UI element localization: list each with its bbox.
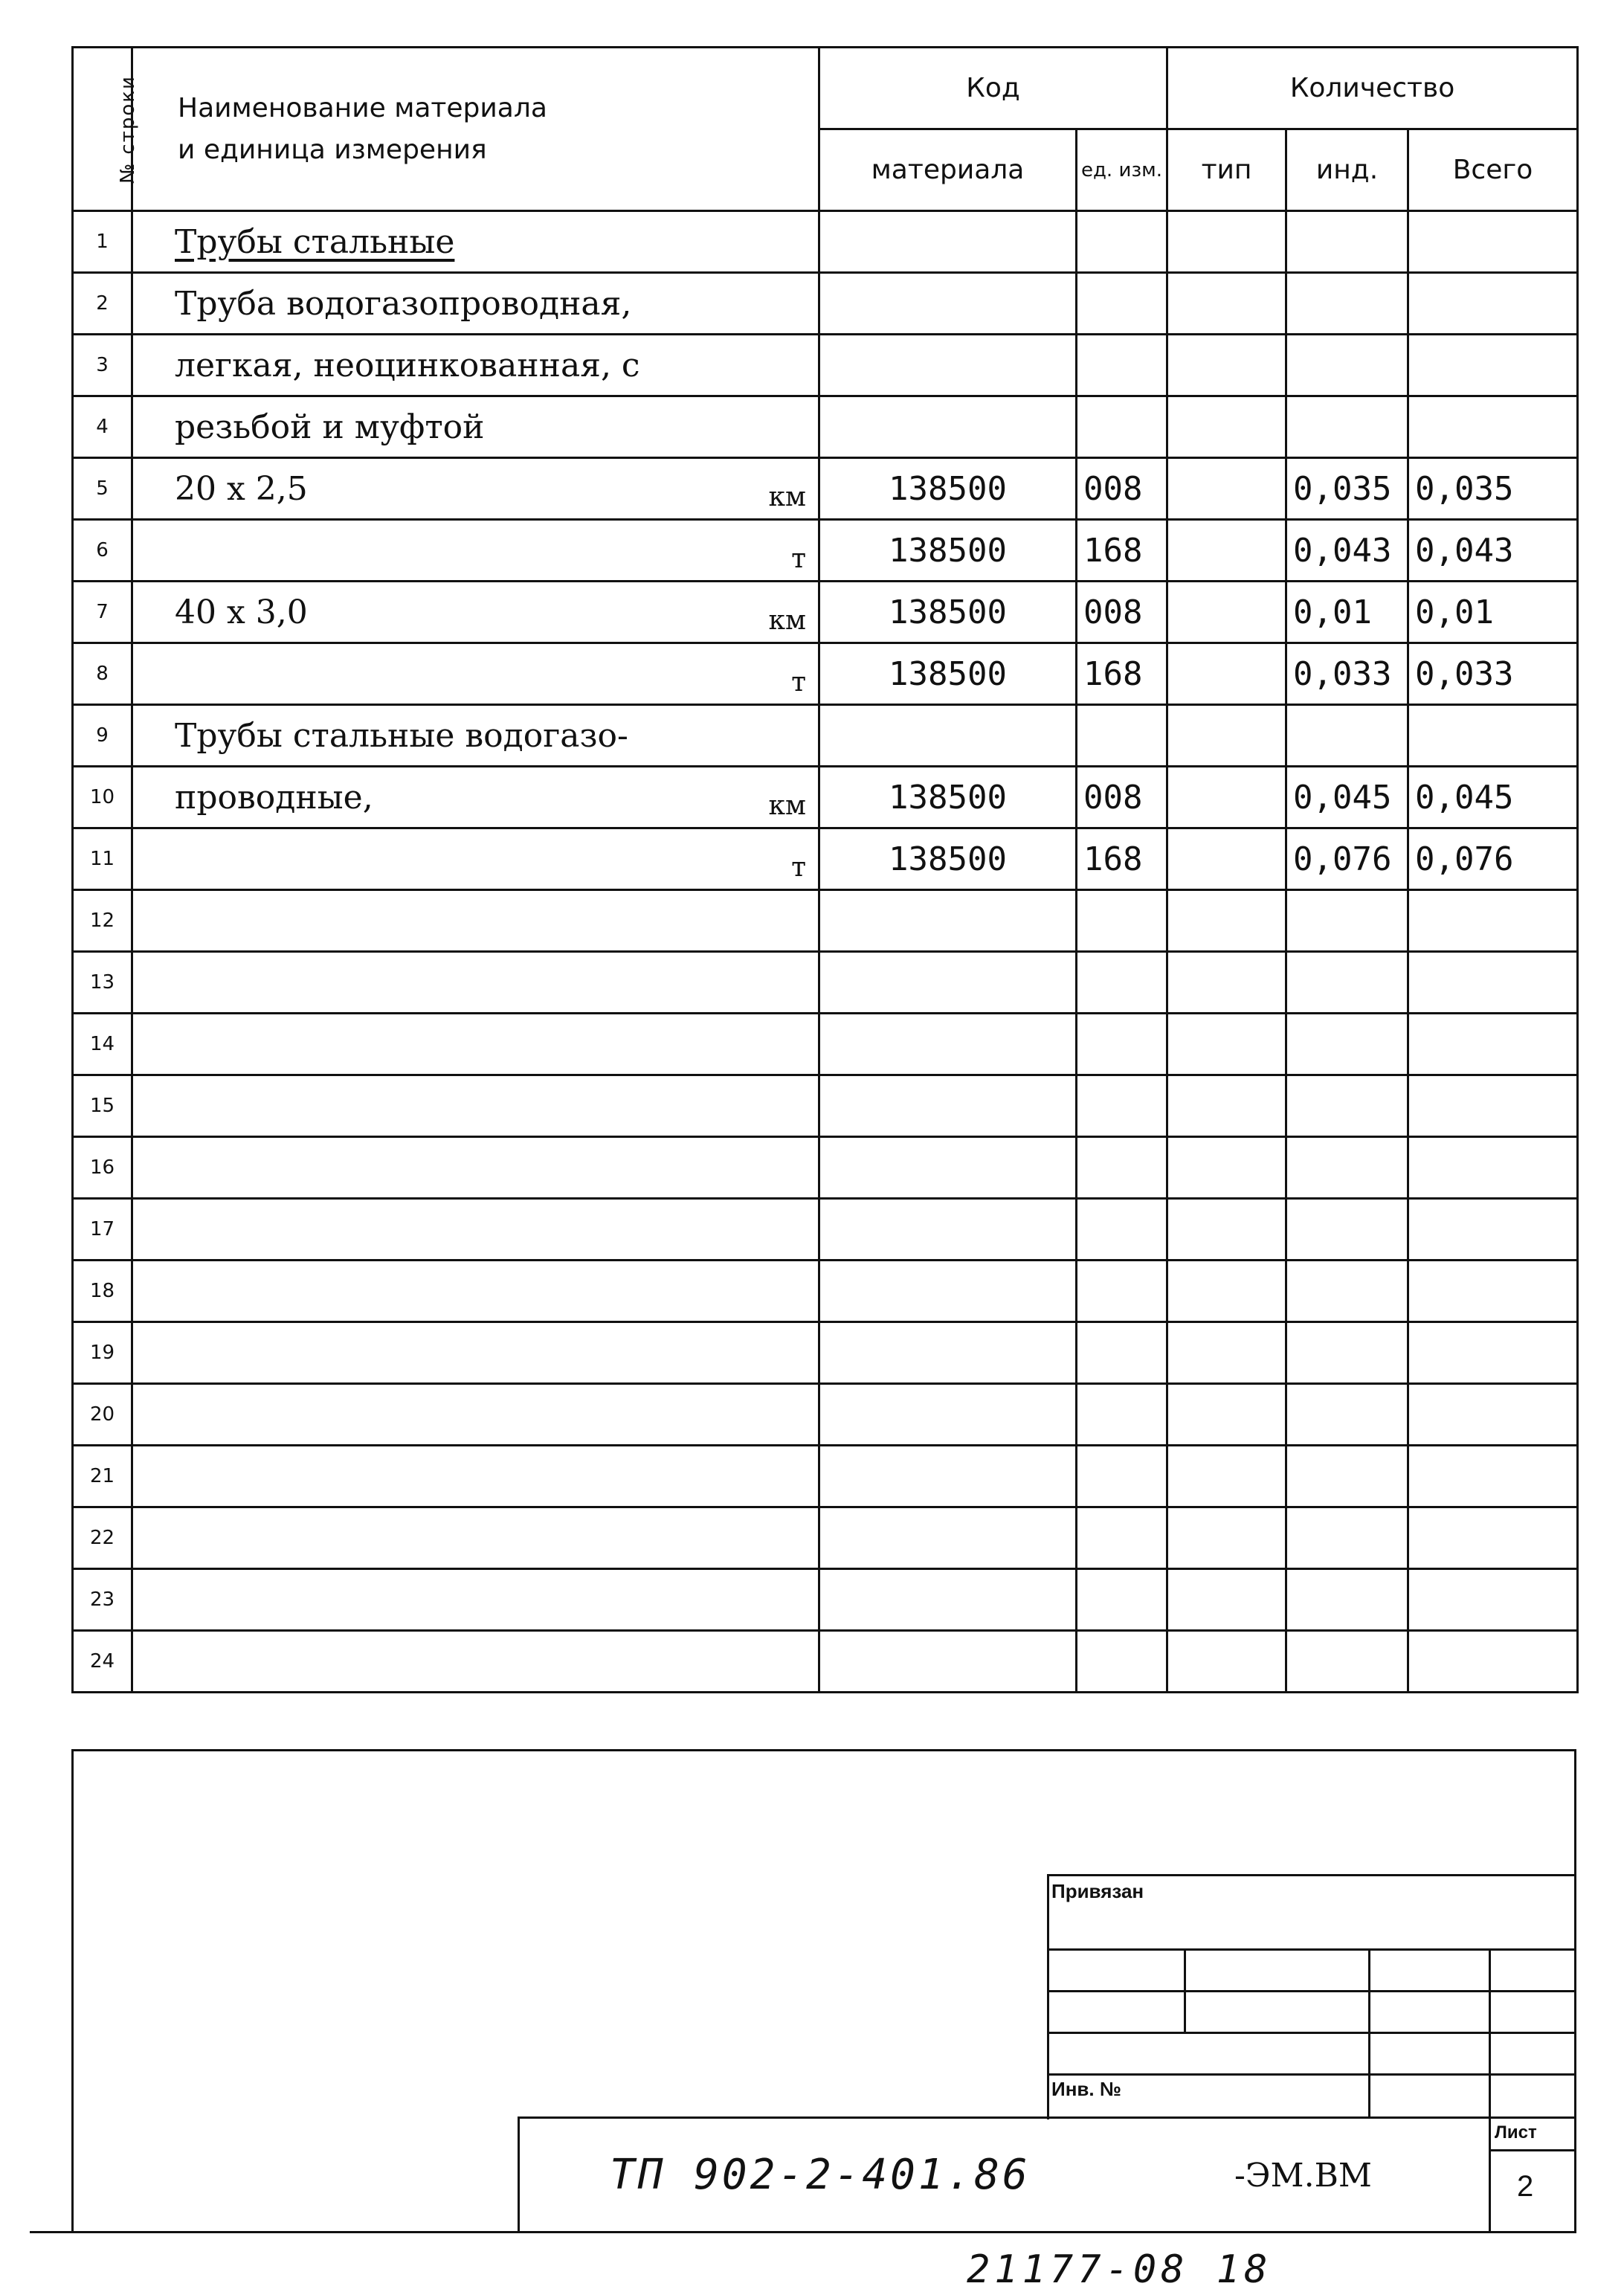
unit-code-cell: 168 [1077,828,1167,890]
row-number-cell: 24 [73,1631,132,1693]
qty-ind-cell [1286,1631,1408,1693]
material-name-cell: 40 х 3,0 км [132,582,819,643]
qty-ind-cell [1286,952,1408,1014]
qty-total-cell [1408,1014,1578,1075]
qty-total-cell [1408,1261,1578,1322]
header-kolichestvo: Количество [1167,48,1578,129]
table-row [73,952,1578,1014]
unit-label: т [791,544,806,574]
material-code-cell [819,705,1077,767]
row-number-cell: 18 [73,1261,132,1322]
table-row [73,828,1578,890]
table-row [73,705,1578,767]
row-number-cell: 21 [73,1446,132,1507]
row-number-cell: 13 [73,952,132,1014]
material-name-cell [132,643,819,705]
unit-code-cell [1077,396,1167,458]
header-unit: ед. изм. [1077,129,1167,211]
row-number-cell: 9 [73,705,132,767]
qty-tip-cell [1167,952,1286,1014]
header-material-code: материала [819,129,1077,211]
privyazan-top-line [1047,1874,1576,1876]
unit-label: км [768,482,806,512]
unit-label: км [768,605,806,636]
qty-tip-cell [1167,458,1286,520]
qty-ind-cell [1286,396,1408,458]
material-name-cell: резьбой и муфтой [132,396,819,458]
qty-total-cell [1408,273,1578,335]
table-row [73,396,1578,458]
row-number-cell: 10 [73,767,132,828]
qty-total-cell [1408,1631,1578,1693]
qty-total-cell [1408,335,1578,396]
qty-ind-cell: 0,035 [1286,458,1408,520]
qty-total-cell [1408,1384,1578,1446]
qty-ind-cell [1286,273,1408,335]
archive-number: 21177-08 18 [967,2247,1272,2292]
qty-tip-cell [1167,1261,1286,1322]
list-divider [1489,2149,1576,2151]
qty-tip-cell [1167,1137,1286,1199]
qty-ind-cell [1286,1569,1408,1631]
qty-ind-cell: 0,033 [1286,643,1408,705]
row-number-cell: 12 [73,890,132,952]
row-number-cell: 3 [73,335,132,396]
stamp-left-line [518,2116,520,2231]
material-code-cell [819,335,1077,396]
header-ind: инд. [1286,129,1408,211]
table-row [73,890,1578,952]
material-name-cell [132,1014,819,1075]
frame-bottom-line [30,2231,1576,2233]
material-name-cell: Трубы стальные [132,211,819,273]
material-name-cell: Труба водогазопроводная, [132,273,819,335]
qty-ind-cell [1286,335,1408,396]
qty-tip-cell [1167,1322,1286,1384]
qty-total-cell: 0,033 [1408,643,1578,705]
unit-label: км [768,791,806,821]
header-material-name: Наименование материала и единица измерения [132,48,819,211]
table-row [73,1137,1578,1199]
unit-code-cell [1077,890,1167,952]
unit-code-cell [1077,1137,1167,1199]
material-name-cell: проводные, км [132,767,819,828]
qty-tip-cell [1167,1014,1286,1075]
row-number-cell: 1 [73,211,132,273]
table-row [73,273,1578,335]
grid-vline-1 [1184,1948,1186,2032]
left-frame-line [71,1749,74,2231]
materials-table [71,46,1579,1693]
row-number-cell: 23 [73,1569,132,1631]
qty-ind-cell [1286,1075,1408,1137]
material-code-cell [819,1261,1077,1322]
document-code: ТП 902-2-401.86 [610,2151,1031,2199]
unit-code-cell [1077,1261,1167,1322]
material-code-cell [819,952,1077,1014]
material-name-cell [132,1199,819,1261]
qty-ind-cell: 0,076 [1286,828,1408,890]
unit-code-cell: 008 [1077,767,1167,828]
table-row [73,1322,1578,1384]
table-row [73,1199,1578,1261]
qty-tip-cell [1167,705,1286,767]
row-number-cell: 20 [73,1384,132,1446]
row-number-cell: 16 [73,1137,132,1199]
unit-code-cell [1077,1322,1167,1384]
unit-code-cell: 008 [1077,582,1167,643]
qty-ind-cell [1286,1507,1408,1569]
unit-code-cell [1077,1014,1167,1075]
material-code-cell [819,1322,1077,1384]
material-name-cell: 20 х 2,5 км [132,458,819,520]
qty-total-cell [1408,705,1578,767]
header-tip: тип [1167,129,1286,211]
material-code-cell [819,273,1077,335]
qty-ind-cell: 0,043 [1286,520,1408,582]
material-name-cell: Трубы стальные водогазо- [132,705,819,767]
material-name-cell: легкая, неоцинкованная, с [132,335,819,396]
table-row [73,1446,1578,1507]
unit-code-cell: 008 [1077,458,1167,520]
qty-ind-cell [1286,211,1408,273]
row-number-cell: 14 [73,1014,132,1075]
document-suffix: -ЭМ.ВМ [1234,2157,1372,2195]
table-row [73,1569,1578,1631]
qty-ind-cell [1286,1137,1408,1199]
material-code-cell: 138500 [819,458,1077,520]
header-kod: Код [819,48,1167,129]
table-row [73,1507,1578,1569]
material-code-cell [819,1075,1077,1137]
qty-total-cell [1408,396,1578,458]
row-number-cell: 6 [73,520,132,582]
row-number-cell: 5 [73,458,132,520]
qty-tip-cell [1167,1199,1286,1261]
inv-no-label: Инв. № [1051,2078,1121,2100]
unit-code-cell: 168 [1077,520,1167,582]
qty-tip-cell [1167,828,1286,890]
row-number-cell: 2 [73,273,132,335]
qty-total-cell: 0,045 [1408,767,1578,828]
row-number-cell: 8 [73,643,132,705]
material-name-cell [132,1261,819,1322]
table-row [73,643,1578,705]
qty-ind-cell: 0,045 [1286,767,1408,828]
qty-tip-cell [1167,1075,1286,1137]
material-name-cell [132,952,819,1014]
qty-total-cell [1408,1507,1578,1569]
unit-code-cell [1077,335,1167,396]
qty-ind-cell [1286,1014,1408,1075]
material-code-cell: 138500 [819,643,1077,705]
qty-total-cell [1408,1199,1578,1261]
unit-code-cell [1077,1384,1167,1446]
qty-tip-cell [1167,1507,1286,1569]
material-code-cell [819,1137,1077,1199]
qty-total-cell: 0,043 [1408,520,1578,582]
qty-total-cell [1408,211,1578,273]
list-label: Лист [1495,2122,1537,2143]
qty-total-cell: 0,01 [1408,582,1578,643]
qty-tip-cell [1167,1446,1286,1507]
row-number-cell: 11 [73,828,132,890]
material-code-cell: 138500 [819,767,1077,828]
qty-ind-cell [1286,890,1408,952]
material-code-cell [819,1569,1077,1631]
qty-tip-cell [1167,211,1286,273]
table-row [73,1075,1578,1137]
table-row [73,1384,1578,1446]
qty-tip-cell [1167,273,1286,335]
qty-ind-cell [1286,1199,1408,1261]
table-row [73,211,1578,273]
qty-total-cell [1408,1569,1578,1631]
header-vsego: Всего [1408,129,1578,211]
material-name-cell [132,1075,819,1137]
qty-tip-cell [1167,582,1286,643]
header-row-number: № строки [73,48,132,211]
qty-tip-cell [1167,643,1286,705]
grid-line-1 [1047,1948,1576,1951]
material-code-cell [819,1446,1077,1507]
table-row [73,582,1578,643]
material-code-cell [819,1631,1077,1693]
table-row [73,458,1578,520]
material-name-cell [132,1137,819,1199]
unit-label: т [791,667,806,698]
privyazan-left-line [1047,1874,1049,2119]
unit-code-cell [1077,1199,1167,1261]
unit-code-cell [1077,1507,1167,1569]
material-name-cell [132,1322,819,1384]
sheet-number: 2 [1517,2170,1534,2203]
material-name-cell [132,890,819,952]
row-number-cell: 22 [73,1507,132,1569]
qty-tip-cell [1167,396,1286,458]
unit-code-cell [1077,273,1167,335]
qty-ind-cell [1286,1322,1408,1384]
material-code-cell [819,1199,1077,1261]
material-code-cell: 138500 [819,582,1077,643]
qty-tip-cell [1167,335,1286,396]
unit-code-cell [1077,1631,1167,1693]
grid-vline-3 [1489,1948,1491,2231]
table-row [73,767,1578,828]
unit-code-cell [1077,1446,1167,1507]
qty-total-cell [1408,952,1578,1014]
stamp-top-line [518,2116,1576,2119]
material-name-cell [132,1446,819,1507]
material-name-cell [132,1384,819,1446]
table-bottom-rule [71,1749,1576,1751]
material-code-cell [819,396,1077,458]
grid-vline-2 [1368,1948,1370,2118]
qty-tip-cell [1167,1631,1286,1693]
unit-code-cell [1077,1569,1167,1631]
qty-total-cell [1408,1446,1578,1507]
qty-total-cell [1408,1075,1578,1137]
qty-total-cell [1408,890,1578,952]
qty-tip-cell [1167,520,1286,582]
material-code-cell [819,1507,1077,1569]
table-row [73,520,1578,582]
grid-line-3 [1047,2032,1576,2034]
grid-line-4 [1047,2073,1576,2076]
table-row [73,1631,1578,1693]
unit-code-cell [1077,211,1167,273]
qty-total-cell: 0,076 [1408,828,1578,890]
row-number-cell: 7 [73,582,132,643]
material-code-cell: 138500 [819,520,1077,582]
material-name-cell [132,1507,819,1569]
qty-tip-cell [1167,1569,1286,1631]
table-row [73,1261,1578,1322]
unit-code-cell [1077,705,1167,767]
material-code-cell: 138500 [819,828,1077,890]
material-code-cell [819,211,1077,273]
row-number-cell: 15 [73,1075,132,1137]
unit-code-cell [1077,952,1167,1014]
row-number-cell: 4 [73,396,132,458]
material-name-cell [132,520,819,582]
qty-ind-cell [1286,1446,1408,1507]
qty-total-cell: 0,035 [1408,458,1578,520]
material-name-cell [132,828,819,890]
qty-total-cell [1408,1322,1578,1384]
privyazan-label: Привязан [1051,1880,1144,1902]
row-number-cell: 19 [73,1322,132,1384]
unit-label: т [791,852,806,883]
table-row [73,335,1578,396]
qty-ind-cell [1286,705,1408,767]
qty-total-cell [1408,1137,1578,1199]
table-row [73,1014,1578,1075]
material-code-cell [819,1384,1077,1446]
qty-tip-cell [1167,1384,1286,1446]
qty-tip-cell [1167,890,1286,952]
material-name-cell [132,1569,819,1631]
grid-line-2 [1047,1990,1576,1992]
qty-tip-cell [1167,767,1286,828]
material-code-cell [819,1014,1077,1075]
qty-ind-cell [1286,1384,1408,1446]
unit-code-cell [1077,1075,1167,1137]
material-name-cell [132,1631,819,1693]
qty-ind-cell [1286,1261,1408,1322]
material-code-cell [819,890,1077,952]
row-number-cell: 17 [73,1199,132,1261]
qty-ind-cell: 0,01 [1286,582,1408,643]
unit-code-cell: 168 [1077,643,1167,705]
